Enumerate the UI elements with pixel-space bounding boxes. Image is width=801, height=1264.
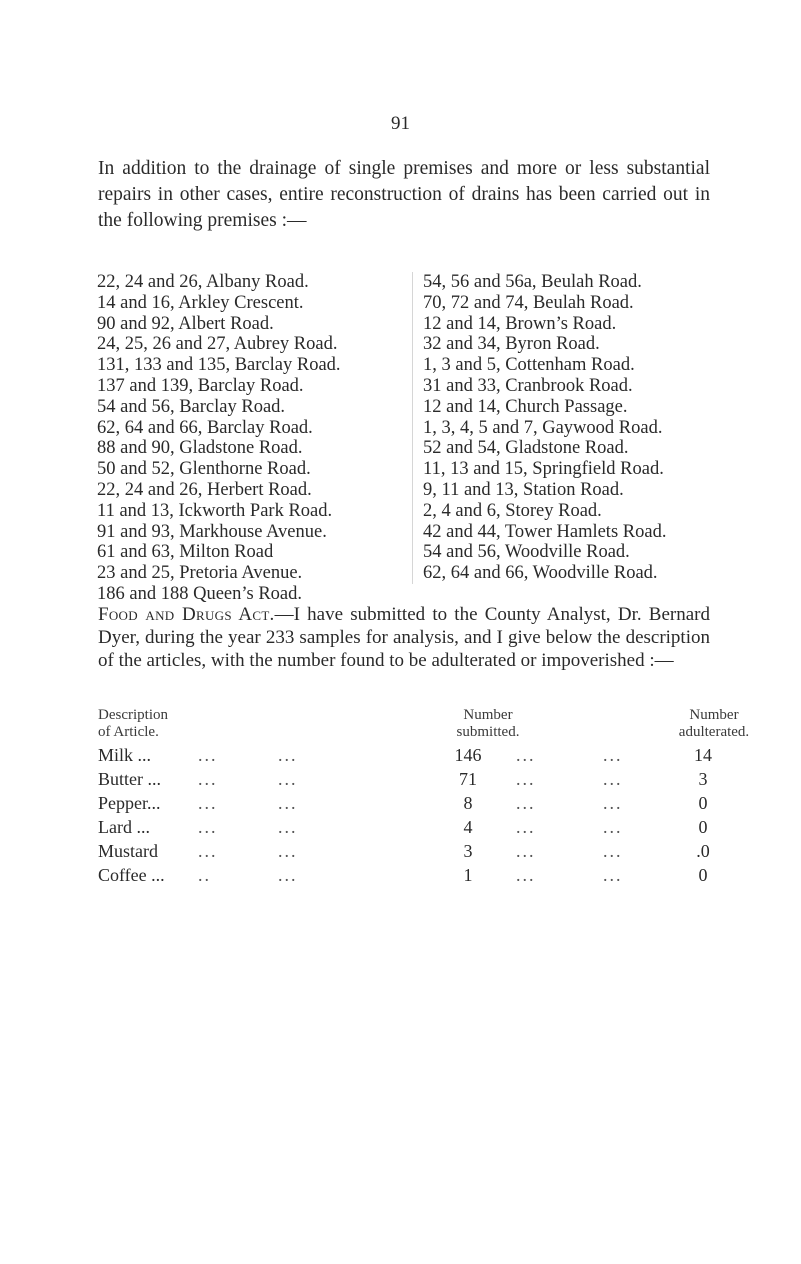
article-name: Butter ...: [98, 769, 161, 789]
premises-item: 12 and 14, Brown’s Road.: [423, 313, 617, 334]
number-adulterated: 0: [698, 865, 708, 885]
premises-item: 31 and 33, Cranbrook Road.: [423, 375, 633, 396]
table-row: [98, 767, 738, 791]
header-line: Number: [463, 707, 513, 723]
article-name: Pepper...: [98, 793, 161, 813]
food-and-drugs-act-paragraph: [98, 603, 710, 672]
number-submitted: 8: [463, 793, 473, 813]
premises-item: 42 and 44, Tower Hamlets Road.: [423, 521, 667, 542]
number-adulterated: 14: [694, 745, 712, 765]
premises-item: 22, 24 and 26, Albany Road.: [97, 272, 309, 292]
premises-item: 1, 3, 4, 5 and 7, Gaywood Road.: [423, 417, 663, 438]
premises-item: 50 and 52, Glenthorne Road.: [97, 459, 311, 480]
leader-dots: ...: [603, 745, 623, 765]
premises-item: 2, 4 and 6, Storey Road.: [423, 500, 602, 521]
act-text: —I have submitted to the County Analyst, Dr. Bernard Dyer, during the year 233 samples for analysis, and I give below the description of the articles, with the number found to be adulterated or impoverished :—: [98, 604, 710, 671]
leader-dots: ...: [198, 817, 218, 837]
table-row: [98, 791, 738, 815]
premises-item: 54, 56 and 56a, Beulah Road.: [423, 272, 642, 292]
number-submitted: 71: [459, 769, 477, 789]
header-line: submitted.: [456, 724, 520, 740]
header-line: Number: [689, 707, 739, 723]
leader-dots: ...: [603, 841, 623, 861]
premises-item: 54 and 56, Barclay Road.: [97, 396, 286, 417]
number-adulterated: 0: [698, 817, 708, 837]
premises-item: 1, 3 and 5, Cottenham Road.: [423, 355, 635, 376]
header-line: of Article.: [98, 724, 159, 740]
premises-item: 70, 72 and 74, Beulah Road.: [423, 292, 634, 313]
table-row: [98, 815, 738, 839]
premises-item: 137 and 139, Barclay Road.: [97, 375, 304, 396]
premises-item: 186 and 188 Queen’s Road.: [97, 583, 303, 604]
act-heading: Food and Drugs Act.: [98, 604, 275, 625]
premises-item: 131, 133 and 135, Barclay Road.: [97, 355, 341, 376]
number-submitted: 4: [463, 817, 473, 837]
leader-dots: ...: [516, 769, 536, 789]
leader-dots: ...: [516, 817, 536, 837]
article-name: Coffee ...: [98, 865, 165, 885]
header-adulterated: [672, 707, 756, 741]
number-adulterated: 0: [698, 793, 708, 813]
number-submitted: 3: [463, 841, 473, 861]
premises-item: 24, 25, 26 and 27, Aubrey Road.: [97, 334, 338, 355]
leader-dots: ...: [278, 817, 298, 837]
header-line: adulterated.: [678, 724, 750, 740]
leader-dots: ...: [278, 769, 298, 789]
table-row: [98, 743, 738, 767]
premises-item: 52 and 54, Gladstone Road.: [423, 438, 629, 459]
number-submitted: 1: [463, 865, 473, 885]
header-line: Description: [98, 707, 168, 723]
premises-item: 91 and 93, Markhouse Avenue.: [97, 521, 327, 542]
premises-item: 11, 13 and 15, Springfield Road.: [423, 459, 664, 480]
leader-dots: ...: [278, 865, 298, 885]
premises-item: 62, 64 and 66, Woodville Road.: [423, 563, 658, 584]
article-name: Milk ...: [98, 745, 152, 765]
leader-dots: ...: [278, 793, 298, 813]
leader-dots: ...: [516, 745, 536, 765]
table-row: [98, 863, 738, 887]
header-description: [98, 707, 168, 741]
premises-list-left: [97, 272, 387, 605]
premises-item: 90 and 92, Albert Road.: [97, 313, 274, 334]
leader-dots: ...: [278, 841, 298, 861]
number-submitted: 146: [454, 745, 482, 765]
leader-dots: ...: [603, 817, 623, 837]
leader-dots: ...: [278, 745, 298, 765]
premises-item: 88 and 90, Gladstone Road.: [97, 438, 303, 459]
article-name: Mustard: [98, 841, 158, 861]
number-adulterated: 3: [698, 769, 708, 789]
premises-item: 22, 24 and 26, Herbert Road.: [97, 479, 312, 500]
leader-dots: ...: [516, 841, 536, 861]
leader-dots: ...: [198, 841, 218, 861]
premises-item: 14 and 16, Arkley Crescent.: [97, 292, 304, 313]
premises-list-right: [412, 272, 733, 584]
leader-dots: ..: [198, 865, 211, 885]
premises-item: 32 and 34, Byron Road.: [423, 334, 600, 355]
table-row: [98, 839, 738, 863]
page-number: 91: [391, 113, 410, 134]
leader-dots: ...: [603, 865, 623, 885]
leader-dots: ...: [198, 769, 218, 789]
premises-item: 11 and 13, Ickworth Park Road.: [97, 500, 333, 521]
leader-dots: ...: [516, 865, 536, 885]
premises-item: 9, 11 and 13, Station Road.: [423, 479, 624, 500]
leader-dots: ...: [516, 793, 536, 813]
number-adulterated: .0: [696, 841, 710, 861]
premises-item: 12 and 14, Church Passage.: [423, 396, 628, 417]
leader-dots: ...: [603, 793, 623, 813]
intro-paragraph: In addition to the drainage of single premises and more or less substantial repairs in other cases, entire reconstruction of drains has been carried out in the following premises :—: [98, 158, 710, 231]
premises-item: 62, 64 and 66, Barclay Road.: [97, 417, 313, 438]
premises-item: 54 and 56, Woodville Road.: [423, 542, 630, 563]
leader-dots: ...: [198, 793, 218, 813]
header-submitted: [448, 707, 528, 741]
article-name: Lard ...: [98, 817, 150, 837]
premises-item: 61 and 63, Milton Road: [97, 542, 274, 563]
premises-item: 23 and 25, Pretoria Avenue.: [97, 563, 303, 584]
leader-dots: ...: [198, 745, 218, 765]
leader-dots: ...: [603, 769, 623, 789]
